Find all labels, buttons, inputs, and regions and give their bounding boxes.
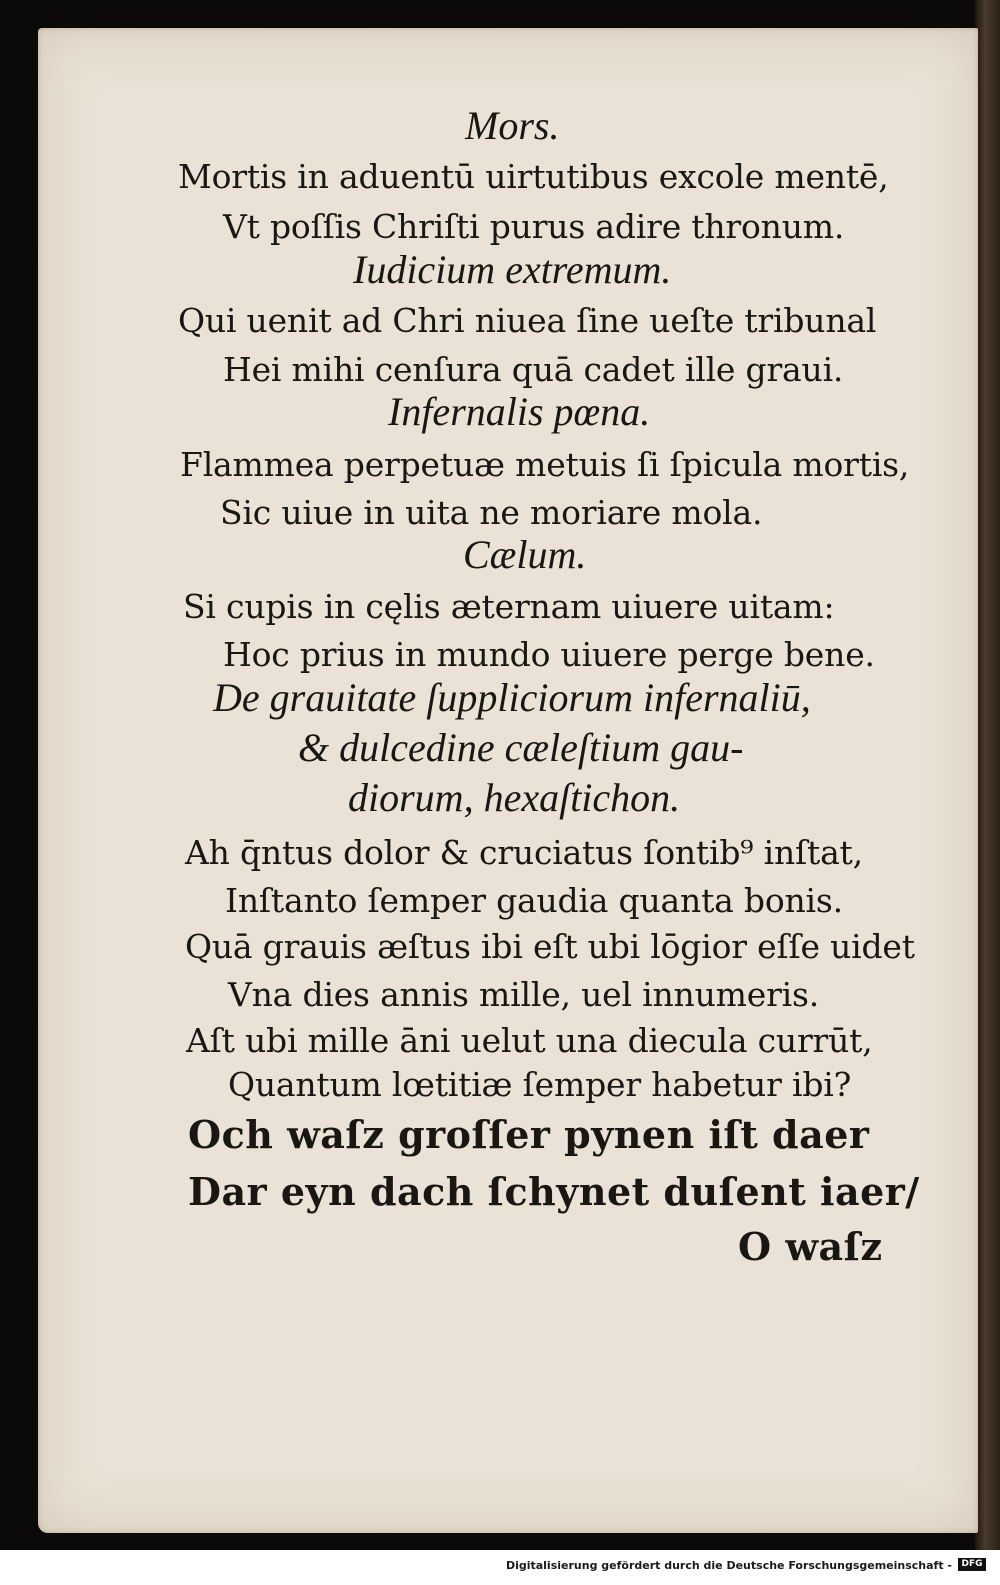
heading-iudicium-extremum: Iudicium extremum.	[353, 247, 672, 292]
verse-line: Quantum lœtitiæ ſemper habetur ibi?	[228, 1065, 852, 1104]
book-page	[38, 28, 978, 1533]
heading-de-grauitate: De grauitate ſuppliciorum infernaliū,	[213, 675, 811, 720]
dfg-logo: DFG	[958, 1558, 986, 1571]
heading-mors: Mors.	[465, 103, 560, 148]
heading-infernalis-poena: Infernalis pœna.	[388, 389, 651, 434]
verse-line: Qui uenit ad Chri niuea ſine ueſte tribunal	[178, 301, 877, 340]
heading-de-grauitate: diorum, hexaſtichon.	[348, 775, 681, 820]
heading-de-grauitate: & dulcedine cæleſtium gau-	[298, 725, 744, 770]
verse-line: Si cupis in cęlis æternam uiuere uitam:	[183, 587, 835, 626]
verse-line: Vt poſſis Chriſti purus adire thronum.	[223, 207, 845, 246]
verse-line: Vna dies annis mille, uel innumeris.	[228, 975, 820, 1014]
footer-credit: Digitalisierung gefördert durch die Deutsche Forschungsgemeinschaft -	[505, 1559, 952, 1572]
digitization-footer	[0, 1550, 1000, 1585]
catchword: O waſz	[738, 1224, 883, 1269]
verse-line: Quā grauis æſtus ibi eſt ubi lōgior eſſe uidet	[185, 927, 915, 966]
heading-caelum: Cælum.	[463, 532, 587, 577]
book-edge	[975, 0, 1000, 1555]
verse-line: Hei mihi cenſura quā cadet ille graui.	[223, 350, 844, 389]
verse-line: Ah q̄ntus dolor & cruciatus ſontib⁹ inſtat,	[185, 833, 863, 872]
verse-line: Mortis in aduentū uirtutibus excole mentē,	[178, 157, 889, 196]
blackletter-line: Och waſz groſſer pynen iſt daer	[188, 1112, 870, 1157]
verse-line: Aſt ubi mille āni uelut una diecula currūt,	[186, 1021, 873, 1060]
verse-line: Flammea perpetuæ metuis ſi ſpicula mortis,	[180, 445, 910, 484]
blackletter-line: Dar eyn dach ſchynet duſent iaer/	[188, 1169, 920, 1214]
verse-line: Inſtanto ſemper gaudia quanta bonis.	[225, 881, 843, 920]
verse-line: Hoc prius in mundo uiuere perge bene.	[223, 635, 875, 674]
verse-line: Sic uiue in uita ne moriare mola.	[220, 493, 763, 532]
